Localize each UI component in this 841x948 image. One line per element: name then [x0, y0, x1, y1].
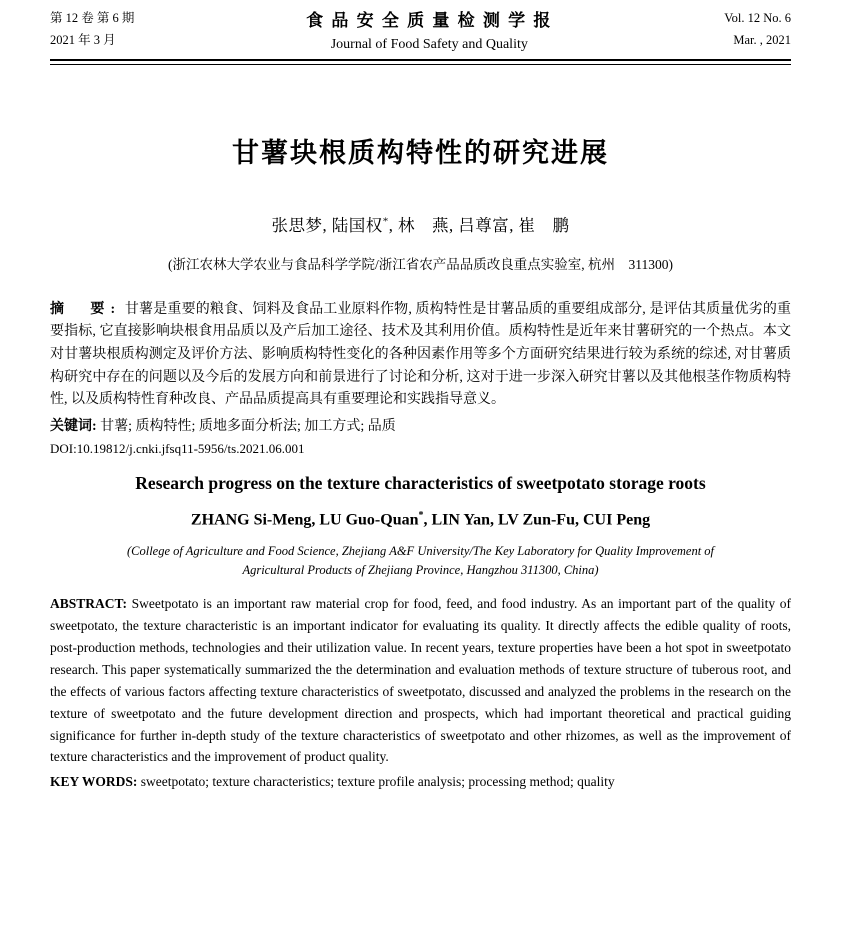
abstract-en-label: ABSTRACT:	[50, 596, 128, 612]
abstract-en-text: Sweetpotato is an important raw material crop for food, feed, and food industry. As an important part of the quality of sweetpotato, the texture characteristic is an important indicator for evaluating its quality. It directly affects the edible quality of roots, post-production methods, technologies and their utilization value. In recent years, texture properties have been a hot spot in sweetpotato research. This paper systematically summarized the the determination and evaluation methods of texture structure of tuberous root, and the effects of various factors affecting texture characteristics of sweetpotato, discussed and analyzed the problems in the research on the texture of sweetpotato and the future development direction and prospects, which had important theoretical and practical guiding significance for further in-depth study of the texture characteristics of sweetpotato and other rhizomes, as well as the improvement of texture characteristics and the improvement of product quality.	[50, 596, 791, 765]
abstract-cn-text: 甘薯是重要的粮食、饲料及食品工业原料作物, 质构特性是甘薯品质的重要组成部分, 是评估其质量优劣的重要指标, 它直接影响块根食用品质以及产后加工途径、技术及其利用价值。质构特性是近年来甘薯研究的一个热点。本文对甘薯块根质构测定及评价方法、影响质构特性变化的各种因素作用等多个方面研究结果进行较为系统的综述, 对甘薯质构研究中存在的问题以及今后的发展方向和前景进行了讨论和分析, 这对于进一步深入研究甘薯以及其他根茎作物质构特性, 以及质构特性育种改良、产品品质提高具有重要理论和实践指导意义。	[50, 301, 792, 408]
affiliation-en	[50, 542, 791, 580]
keywords-cn-label: 关键词:	[50, 418, 97, 434]
date-en: Mar. , 2021	[733, 32, 791, 47]
page-title-cn: 甘薯块根质构特性的研究进展	[232, 137, 609, 168]
keywords-en-text: sweetpotato; texture characteristics; texture profile analysis; processing method; quality	[137, 774, 615, 790]
affiliation-cn: (浙江农林大学农业与食品科学学院/浙江省农产品品质改良重点实验室, 杭州 311300)	[168, 256, 673, 272]
journal-name-block	[134, 8, 724, 55]
date-cn: 2021 年 3 月	[50, 32, 116, 47]
journal-name-en: Journal of Food Safety and Quality	[330, 36, 528, 52]
keywords-en-label: KEY WORDS:	[50, 774, 138, 790]
corresponding-author-marker-en: *	[418, 509, 424, 521]
keywords-en	[50, 771, 791, 793]
authors-en-part2: , LIN Yan, LV Zun-Fu, CUI Peng	[423, 510, 651, 528]
authors-cn-part2: , 林 燕, 吕尊富, 崔 鹏	[388, 215, 570, 235]
authors-en	[50, 510, 791, 529]
authors-cn	[50, 212, 791, 236]
running-head	[50, 0, 791, 55]
doi-text[interactable]: DOI:10.19812/j.cnki.jfsq11-5956/ts.2021.06.001	[50, 440, 305, 456]
keywords-cn	[50, 416, 791, 439]
affiliation-en-line2: Agricultural Products of Zhejiang Province, Hangzhou 311300, China)	[242, 562, 599, 577]
keywords-cn-text: 甘薯; 质构特性; 质地多面分析法; 加工方式; 品质	[100, 418, 396, 434]
header-divider	[50, 59, 791, 65]
journal-name-cn: 食 品 安 全 质 量 检 测 学 报	[306, 11, 553, 30]
authors-en-part1: ZHANG Si-Meng, LU Guo-Quan	[190, 510, 419, 528]
abstract-en	[50, 593, 791, 768]
volume-issue-cn: 第 12 卷 第 6 期	[50, 11, 135, 25]
page-title-en: Research progress on the texture characteristics of sweetpotato storage roots	[135, 472, 706, 493]
authors-cn-part1: 张思梦, 陆国权	[271, 215, 383, 235]
abstract-cn-label: 摘 要:	[50, 301, 122, 317]
abstract-cn	[50, 299, 791, 412]
affiliation-en-line1: (College of Agriculture and Food Science, Zhejiang A&F University/The Key Laboratory for Quality Improvement of	[126, 543, 715, 558]
volume-issue-en: Vol. 12 No. 6	[724, 11, 791, 25]
corresponding-author-marker-cn: *	[382, 215, 389, 227]
volume-issue-block-en	[724, 8, 791, 52]
volume-issue-block	[50, 8, 134, 52]
